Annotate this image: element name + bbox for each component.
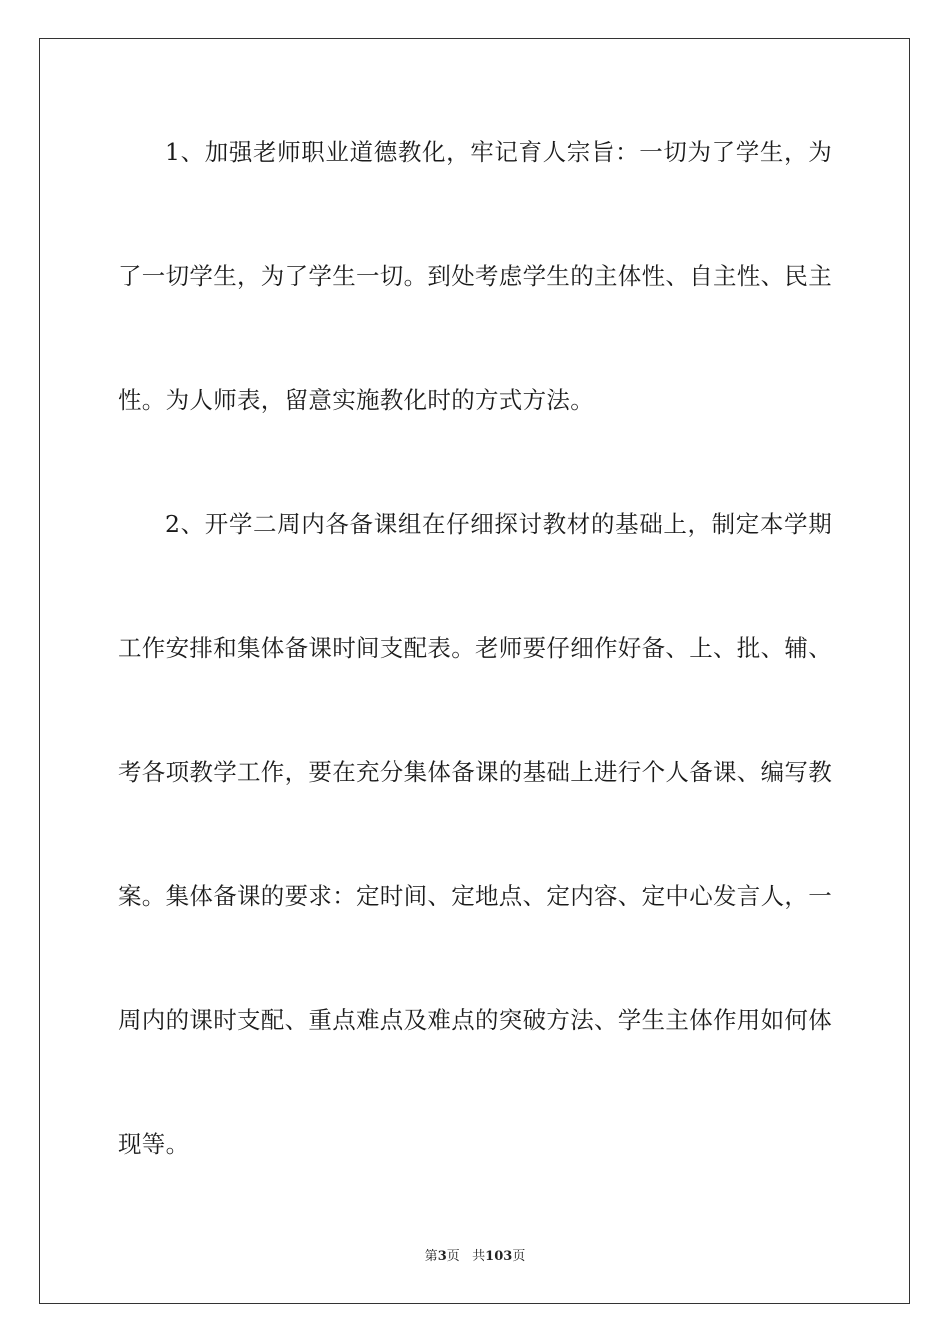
page-border bbox=[39, 38, 910, 1304]
paragraph-2-line-1: 2、开学二周内各备课组在仔细探讨教材的基础上，制定本学期 bbox=[165, 510, 832, 538]
page-footer bbox=[0, 1248, 950, 1266]
paragraph-1-line-1: 1、加强老师职业道德教化，牢记育人宗旨：一切为了学生，为 bbox=[165, 138, 832, 166]
page-prefix: 第 bbox=[424, 1249, 438, 1264]
total-prefix: 共 bbox=[472, 1249, 486, 1264]
page-suffix: 页 bbox=[446, 1249, 460, 1264]
paragraph-2-line-6: 现等。 bbox=[118, 1130, 190, 1158]
paragraph-2-line-2: 工作安排和集体备课时间支配表。老师要仔细作好备、上、批、辅、 bbox=[118, 634, 832, 662]
paragraph-2-line-3: 考各项教学工作，要在充分集体备课的基础上进行个人备课、编写教 bbox=[118, 758, 832, 786]
page-number: 3 bbox=[437, 1249, 447, 1264]
total-pages: 103 bbox=[485, 1249, 513, 1264]
total-suffix: 页 bbox=[512, 1249, 526, 1264]
paragraph-2-line-4: 案。集体备课的要求：定时间、定地点、定内容、定中心发言人，一 bbox=[118, 882, 832, 910]
paragraph-1-line-2: 了一切学生，为了学生一切。到处考虑学生的主体性、自主性、民主 bbox=[118, 262, 832, 290]
paragraph-2-line-5: 周内的课时支配、重点难点及难点的突破方法、学生主体作用如何体 bbox=[118, 1006, 832, 1034]
paragraph-1-line-3: 性。为人师表，留意实施教化时的方式方法。 bbox=[118, 386, 594, 414]
